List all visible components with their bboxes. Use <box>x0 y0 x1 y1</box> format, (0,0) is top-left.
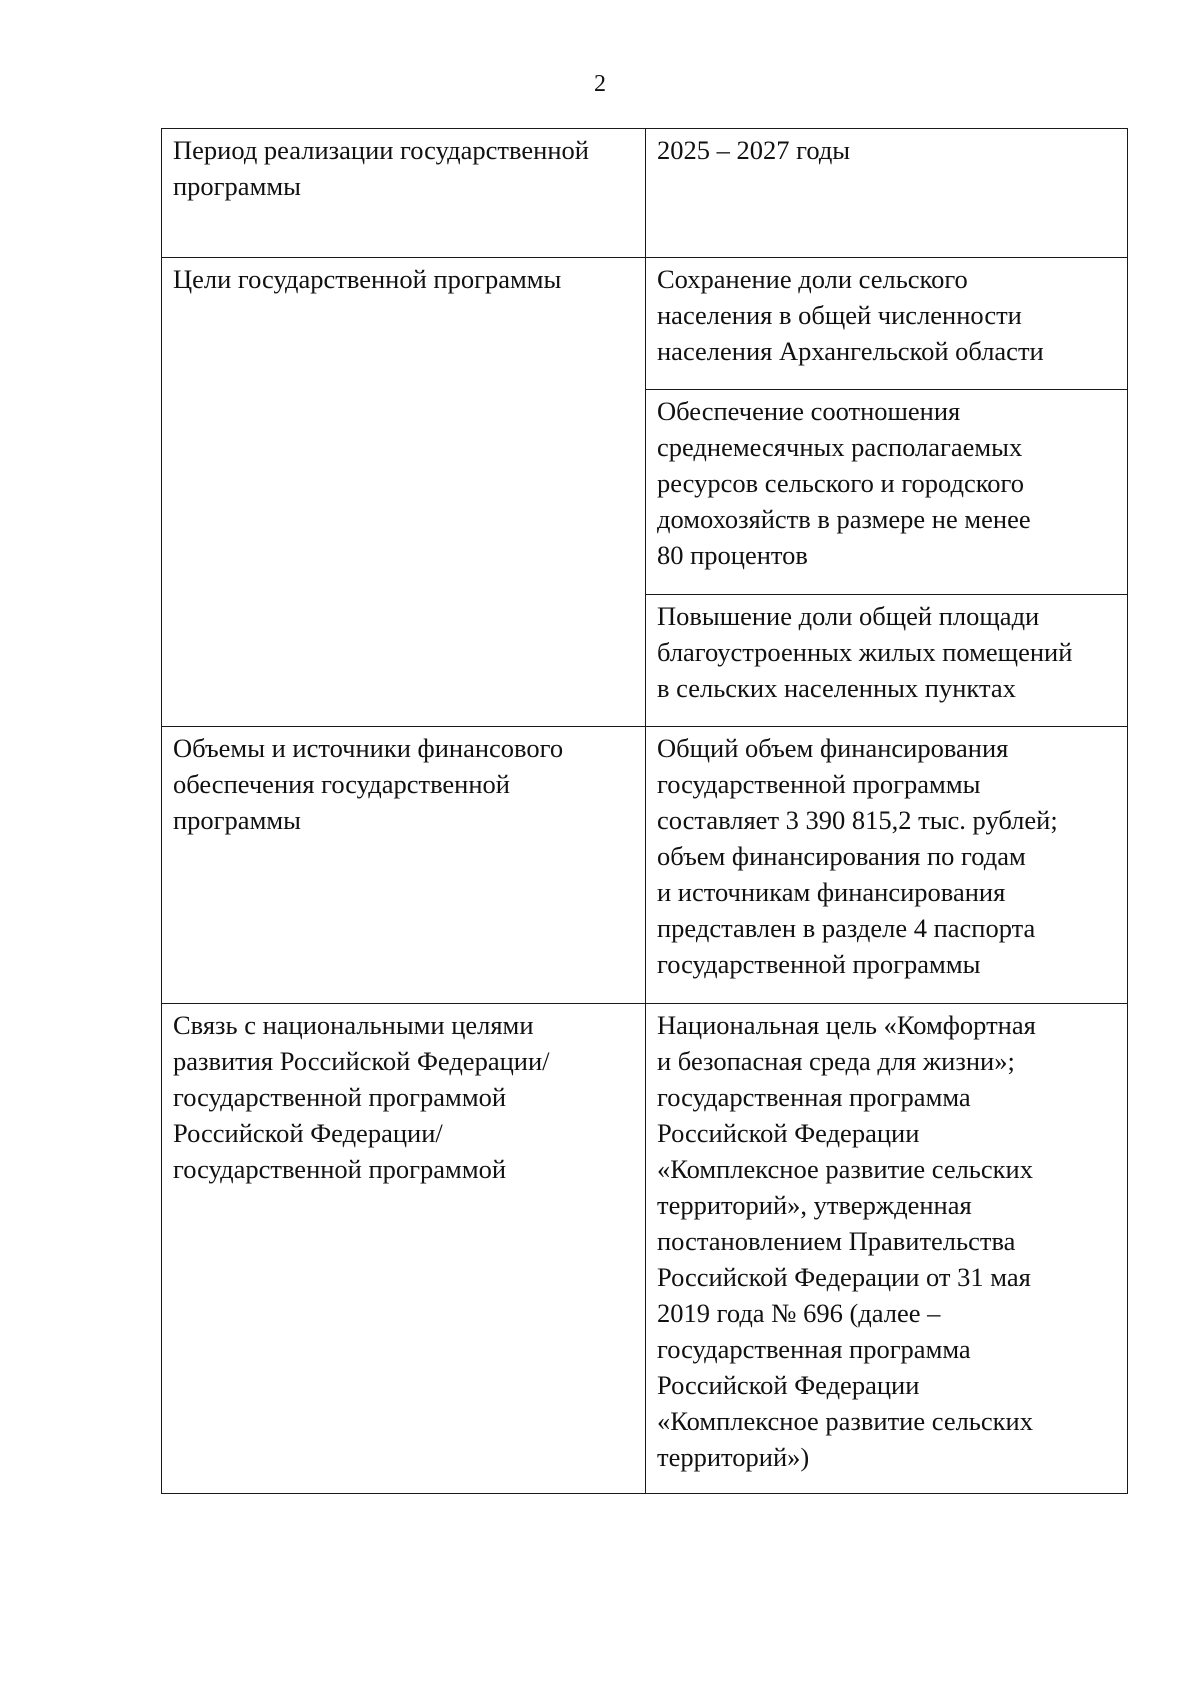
national-goals-link-label: Связь с национальными целями развития Российской Федерации/ государственной программой Российской Федерации/ государственной программой <box>173 1010 550 1184</box>
label-cell-financing <box>162 727 646 1004</box>
label-cell-implementation-period <box>162 129 646 258</box>
value-cell-goal-housing <box>646 595 1128 727</box>
value-cell-national-goals-link <box>646 1004 1128 1494</box>
goal-housing-text: Повышение доли общей площади благоустроенных жилых помещений в сельских населенных пунктах <box>657 601 1073 703</box>
implementation-period-label: Период реализации государственной программы <box>173 135 589 201</box>
value-cell-implementation-period <box>646 129 1128 258</box>
financing-label: Объемы и источники финансового обеспечения государственной программы <box>173 733 564 835</box>
program-passport-table <box>161 128 1128 1494</box>
label-cell-national-goals-link <box>162 1004 646 1494</box>
page-number: 2 <box>594 71 606 97</box>
value-cell-goal-income-ratio <box>646 390 1128 595</box>
label-cell-goals <box>162 258 646 727</box>
implementation-period-value: 2025 – 2027 годы <box>657 135 851 165</box>
table-row-financing <box>162 727 1128 1004</box>
goal-rural-population-text: Сохранение доли сельского населения в общей численности населения Архангельской области <box>657 264 1044 366</box>
value-cell-financing <box>646 727 1128 1004</box>
financing-value: Общий объем финансирования государственной программы составляет 3 390 815,2 тыс. рублей; объем финансирования по годам и источникам финансирования представлен в разделе 4 паспорта государственной программы <box>657 733 1058 979</box>
goals-label: Цели государственной программы <box>173 264 562 294</box>
table-row-national-goals-link <box>162 1004 1128 1494</box>
table-row-goals <box>162 258 1128 390</box>
goal-income-ratio-text: Обеспечение соотношения среднемесячных располагаемых ресурсов сельского и городского домохозяйств в размере не менее 80 процентов <box>657 396 1031 570</box>
table-row-implementation-period <box>162 129 1128 258</box>
national-goals-link-value: Национальная цель «Комфортная и безопасная среда для жизни»; государственная программа Российской Федерации «Комплексное развитие сельских территорий», утвержденная постановлением Правительства Российской Федерации от 31 мая 2019 года № 696 (далее – государственная программа Российской Федерации «Комплексное развитие сельских территорий») <box>657 1010 1036 1472</box>
value-cell-goal-rural-population <box>646 258 1128 390</box>
